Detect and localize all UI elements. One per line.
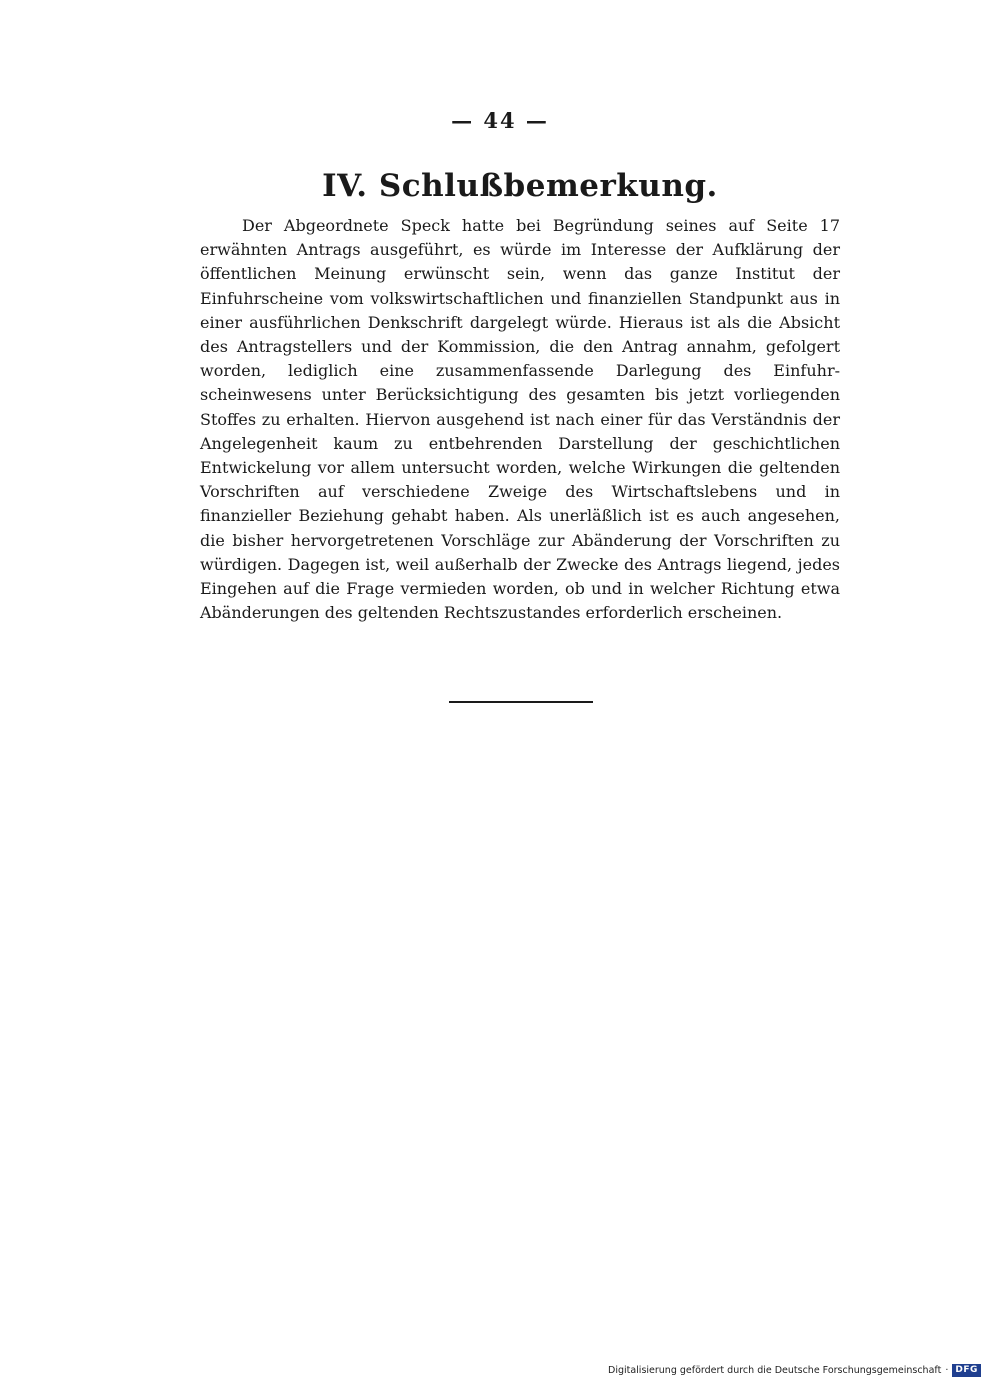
- page-number: — 44 —: [451, 108, 549, 133]
- digitization-footer: [608, 1364, 981, 1377]
- footer-text: Digitalisierung gefördert durch die Deutsche Forschungsgemeinschaft: [608, 1365, 942, 1376]
- closing-rule: [449, 701, 593, 703]
- dfg-logo: DFG: [952, 1364, 981, 1377]
- section-title: IV. Schlußbemerkung.: [322, 168, 718, 204]
- body-paragraph: Der Abgeordnete Speck hatte bei Begründung seines auf Seite 17 erwähnten Antrags ausgeführt, es würde im Interesse der Aufklärung der öffentlichen Meinung erwünscht sein, wenn das ganze Institut der Einfuhrscheine vom volkswirtschaftlichen und finanziellen Standpunkt aus in einer ausführlichen Denkschrift dargelegt würde. Hieraus ist als die Absicht des Antragstellers und der Kommission, die den Antrag annahm, gefolgert worden, lediglich eine zusammenfassende Darlegung des Einfuhrscheinwesens unter Berücksichtigung des gesamten bis jetzt vorliegenden Stoffes zu erhalten. Hiervon ausgehend ist nach einer für das Verständnis der Angelegenheit kaum zu entbehrenden Darstellung der geschichtlichen Entwickelung vor allem untersucht worden, welche Wirkungen die geltenden Vorschriften auf verschiedene Zweige des Wirtschaftslebens und in finanzieller Beziehung gehabt haben. Als unerläßlich ist es auch angesehen, die bisher hervorgetretenen Vorschläge zur Abänderung der Vorschriften zu würdigen. Dagegen ist, weil außerhalb der Zwecke des Antrags liegend, jedes Eingehen auf die Frage vermieden worden, ob und in welcher Richtung etwa Abänderungen des geltenden Rechtszustandes erforderlich erscheinen.: [200, 216, 840, 623]
- footer-separator-dot: ·: [945, 1365, 949, 1376]
